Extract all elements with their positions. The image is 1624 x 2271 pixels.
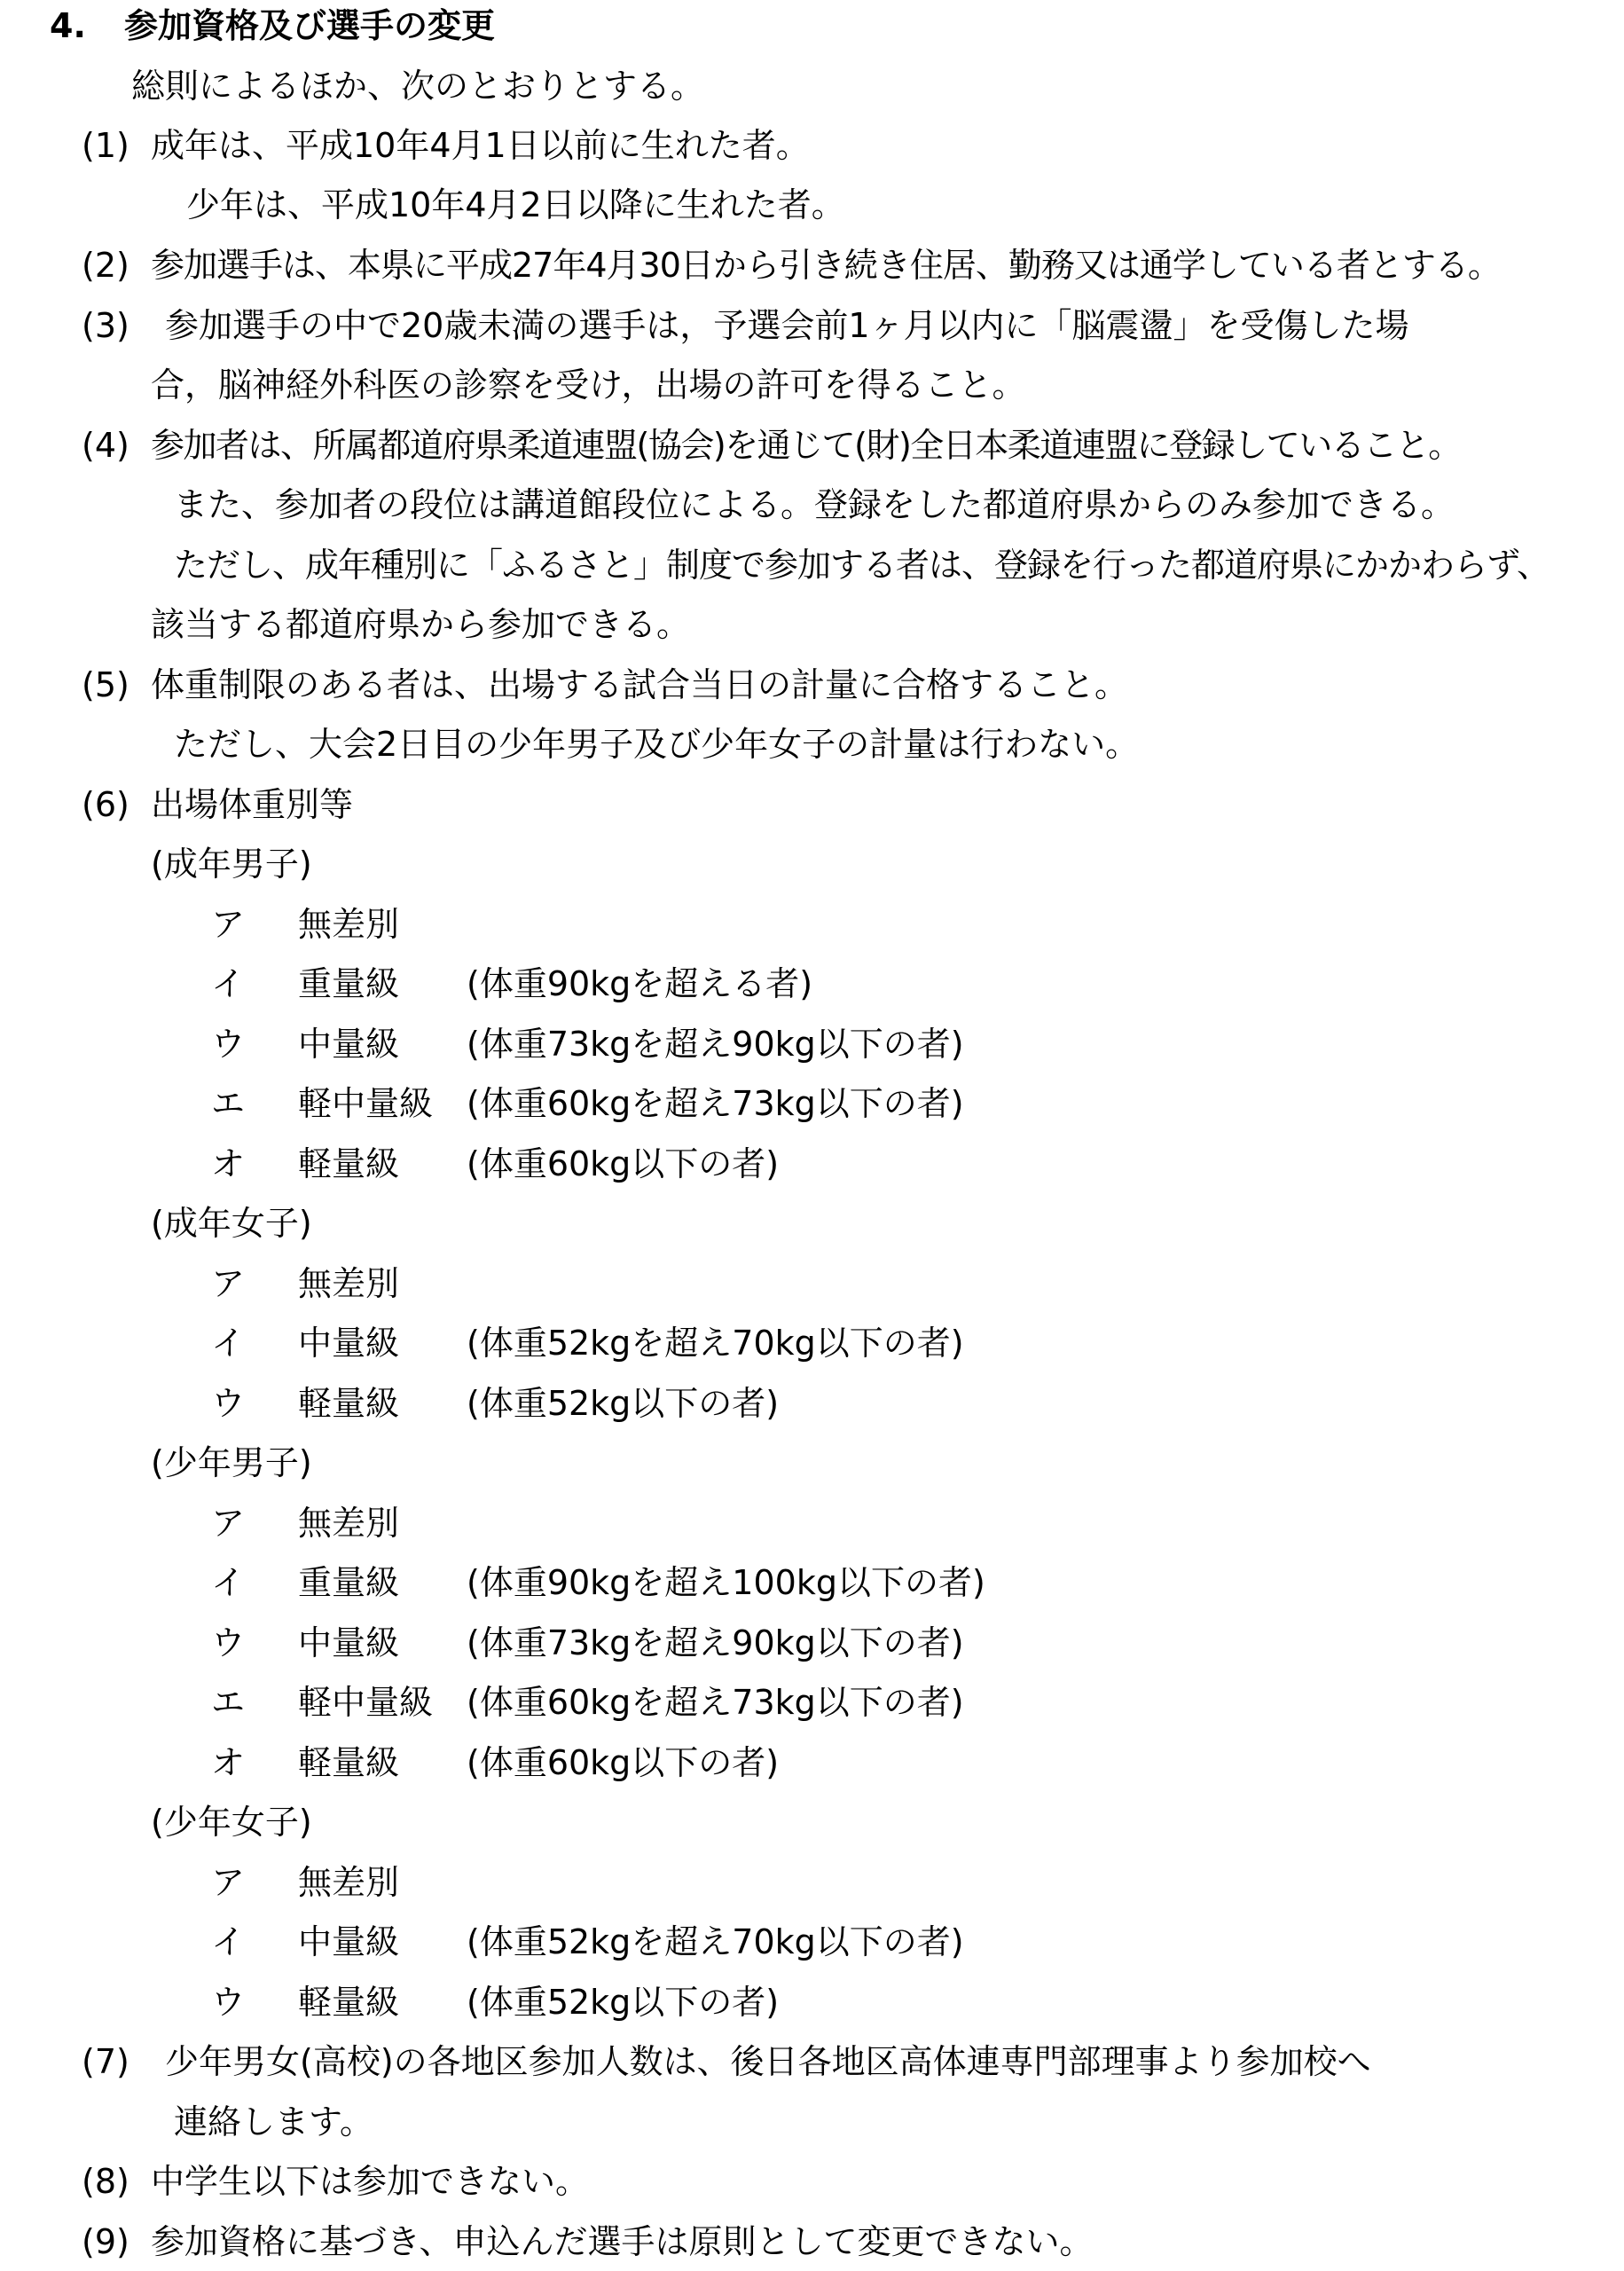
class-mark: ウ — [211, 1623, 246, 1662]
class-mark: ア — [211, 1264, 246, 1303]
item-continuation: 少年は、平成10年4月2日以降に生れた者。 — [186, 185, 845, 224]
item-text: 中学生以下は参加できない。 — [151, 2162, 590, 2201]
class-mark: エ — [211, 1084, 246, 1123]
class-mark: オ — [211, 1743, 246, 1782]
class-limit: (体重52kgを超え70kg以下の者) — [467, 1922, 964, 1961]
class-mark: オ — [211, 1144, 246, 1183]
class-mark: ア — [211, 1863, 246, 1902]
class-limit: (体重52kgを超え70kg以下の者) — [467, 1324, 964, 1363]
item-text: 成年は、平成10年4月1日以前に生れた者。 — [151, 126, 810, 165]
class-mark: ウ — [211, 1025, 246, 1064]
class-limit: (体重90kgを超え100kg以下の者) — [467, 1563, 985, 1602]
item-text: 参加者は、所属都道府県柔道連盟(協会)を通じて(財)全日本柔道連盟に登録していること。 — [151, 426, 1461, 465]
class-limit: (体重60kg以下の者) — [467, 1144, 780, 1183]
class-name: 軽中量級 — [298, 1084, 434, 1123]
item-text: 体重制限のある者は、出場する試合当日の計量に合格すること。 — [151, 665, 1129, 704]
weight-group-title: (少年女子) — [151, 1803, 312, 1842]
class-mark: ア — [211, 1504, 246, 1543]
class-name: 無差別 — [298, 1863, 400, 1902]
class-mark: ウ — [211, 1983, 246, 2022]
class-limit: (体重52kg以下の者) — [467, 1983, 780, 2022]
class-name: 軽量級 — [298, 1743, 400, 1782]
class-mark: イ — [211, 1563, 246, 1602]
class-mark: ア — [211, 905, 246, 944]
class-name: 軽量級 — [298, 1144, 400, 1183]
class-limit: (体重73kgを超え90kg以下の者) — [467, 1025, 964, 1064]
class-name: 軽量級 — [298, 1983, 400, 2022]
item-text: 参加選手は、本県に平成27年4月30日から引き続き住居、勤務又は通学している者とする。 — [151, 246, 1501, 285]
class-limit: (体重60kgを超え73kg以下の者) — [467, 1683, 964, 1722]
class-name: 無差別 — [298, 905, 400, 944]
item-continuation: 該当する都道府県から参加できる。 — [151, 605, 691, 644]
item-number: (6) — [82, 785, 129, 824]
section-title: 参加資格及び選手の変更 — [124, 6, 496, 45]
item-number: (3) — [82, 306, 129, 345]
item-text: 参加選手の中で20歳未満の選手は，予選会前1ヶ月以内に「脳震盪」を受傷した場 — [165, 306, 1409, 345]
class-name: 中量級 — [298, 1324, 400, 1363]
item-number: (8) — [82, 2162, 129, 2201]
class-name: 軽量級 — [298, 1384, 400, 1423]
weight-group-title: (成年女子) — [151, 1204, 312, 1243]
class-limit: (体重52kg以下の者) — [467, 1384, 780, 1423]
weight-group-title: (少年男子) — [151, 1443, 312, 1482]
class-mark: エ — [211, 1683, 246, 1722]
intro-text: 総則によるほか、次のとおりとする。 — [131, 67, 705, 106]
item-number: (7) — [82, 2042, 129, 2081]
class-name: 中量級 — [298, 1025, 400, 1064]
class-mark: イ — [211, 1922, 246, 1961]
section-number: 4. — [50, 6, 86, 45]
class-name: 無差別 — [298, 1504, 400, 1543]
class-name: 中量級 — [298, 1623, 400, 1662]
item-number: (1) — [82, 126, 129, 165]
class-name: 中量級 — [298, 1922, 400, 1961]
class-limit: (体重60kg以下の者) — [467, 1743, 780, 1782]
class-mark: イ — [211, 1324, 246, 1363]
item-number: (2) — [82, 246, 129, 285]
item-continuation: ただし、大会2日目の少年男子及び少年女子の計量は行わない。 — [174, 725, 1140, 764]
item-number: (9) — [82, 2222, 129, 2261]
class-limit: (体重90kgを超える者) — [467, 964, 813, 1003]
item-text: 参加資格に基づき、申込んだ選手は原則として変更できない。 — [151, 2222, 1094, 2261]
class-name: 重量級 — [298, 964, 400, 1003]
class-mark: イ — [211, 964, 246, 1003]
item-text: 少年男女(高校)の各地区参加人数は、後日各地区高体連専門部理事より参加校へ — [165, 2042, 1371, 2081]
item-text: 出場体重別等 — [151, 785, 354, 824]
class-mark: ウ — [211, 1384, 246, 1423]
item-continuation: また、参加者の段位は講道館段位による。登録をした都道府県からのみ参加できる。 — [174, 485, 1455, 524]
class-limit: (体重60kgを超え73kg以下の者) — [467, 1084, 964, 1123]
weight-group-title: (成年男子) — [151, 845, 312, 884]
class-name: 重量級 — [298, 1563, 400, 1602]
item-number: (5) — [82, 665, 129, 704]
class-name: 軽中量級 — [298, 1683, 434, 1722]
item-continuation: 連絡します。 — [174, 2102, 373, 2141]
class-name: 無差別 — [298, 1264, 400, 1303]
item-continuation: ただし、成年種別に「ふるさと」制度で参加する者は、登録を行った都道府県にかかわらず、 — [174, 546, 1549, 585]
item-continuation: 合，脳神経外科医の診察を受け，出場の許可を得ること。 — [151, 365, 1026, 405]
class-limit: (体重73kgを超え90kg以下の者) — [467, 1623, 964, 1662]
item-number: (4) — [82, 426, 129, 465]
